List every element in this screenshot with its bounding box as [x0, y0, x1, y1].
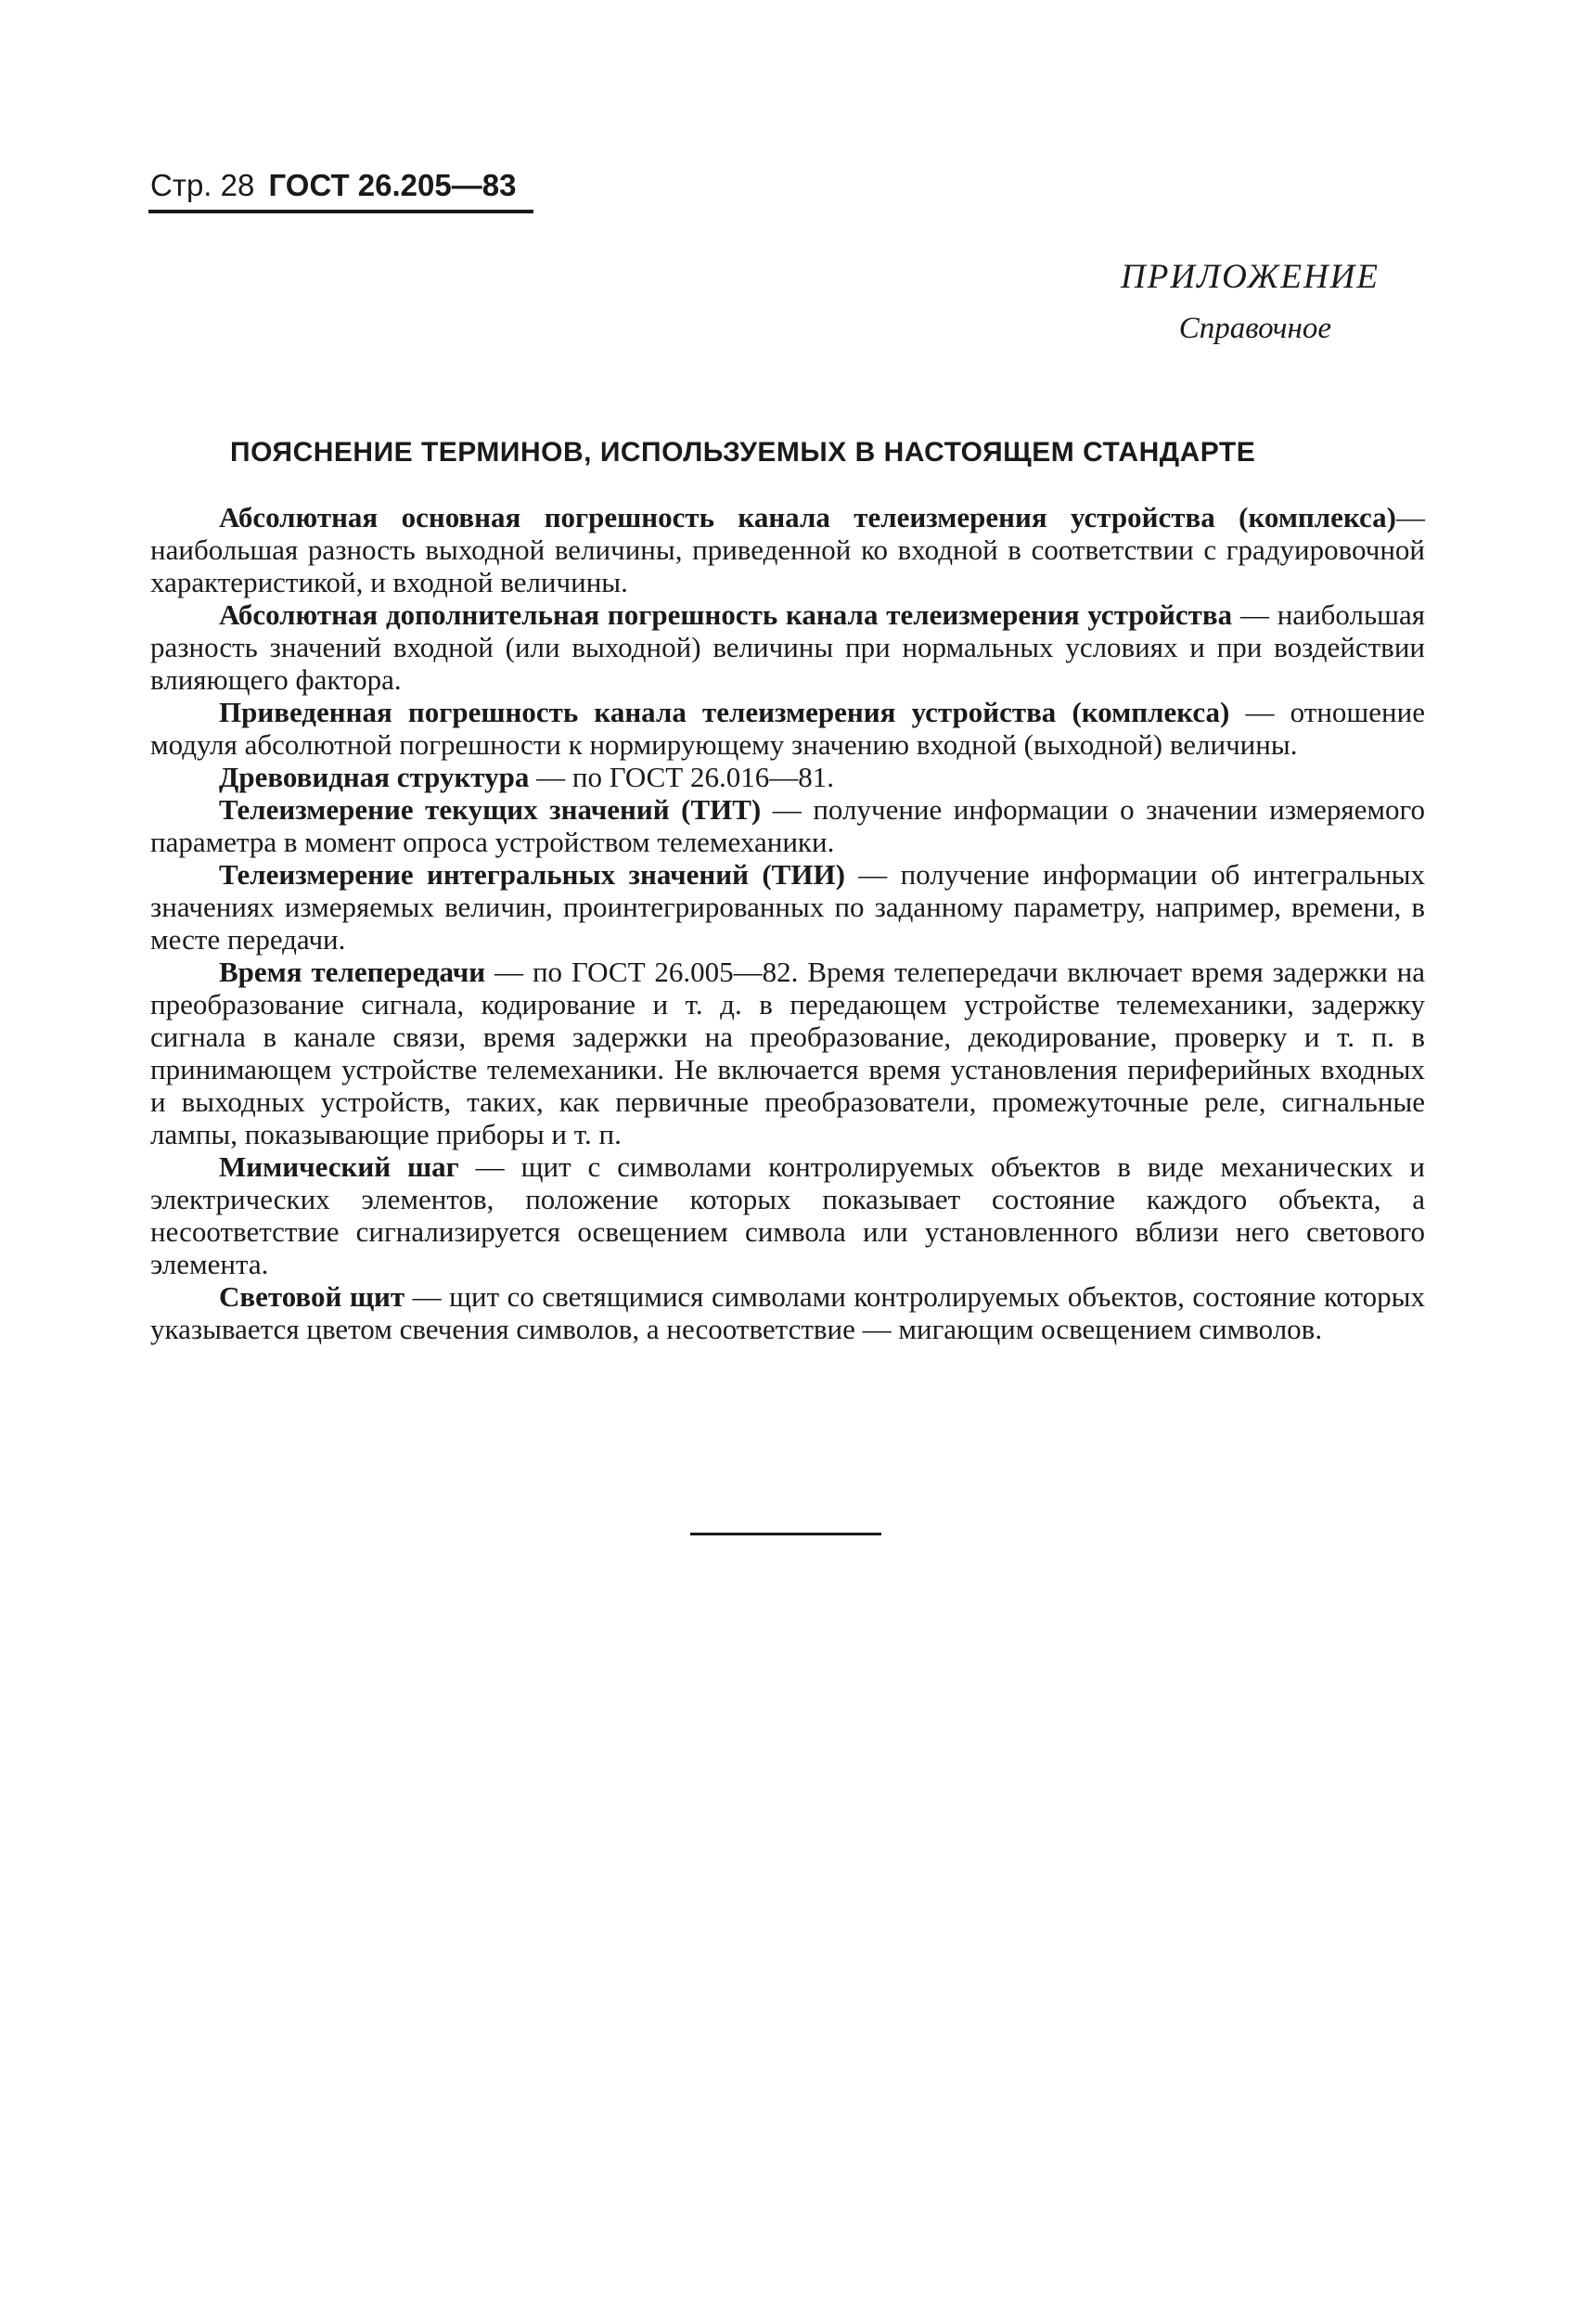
term-definition: — наибольшая разность выходной величины, приведенной ко входной в соответствии с градуировочной характеристикой, и входной величины.: [150, 501, 1425, 598]
end-rule: [690, 1533, 881, 1535]
term-entry: [150, 1280, 1425, 1345]
term-entry: [150, 858, 1425, 956]
term-name: Абсолютная основная погрешность канала телеизмерения устройства (комплекса): [219, 501, 1396, 533]
page-number: Стр. 28: [150, 168, 255, 202]
terms-list: [150, 501, 1425, 1345]
term-name: Абсолютная дополнительная погрешность канала телеизмерения устройства: [219, 598, 1233, 631]
term-definition: — по ГОСТ 26.016—81.: [529, 761, 834, 793]
term-name: Приведенная погрешность канала телеизмерения устройства (комплекса): [219, 696, 1230, 728]
term-entry: [150, 1150, 1425, 1280]
term-entry: [150, 501, 1425, 598]
term-definition: — наибольшая разность значений входной (или выходной) величины при нормальных условиях и при воздействии влияющего фактора.: [150, 598, 1425, 696]
term-entry: [150, 956, 1425, 1150]
appendix-title: ПРИЛОЖЕНИЕ: [1121, 258, 1380, 296]
term-name: Время телепередачи: [219, 956, 486, 988]
term-definition: — щит с символами контролируемых объектов в виде механических и электрических элементов, положение которых показывает состояние каждого объекта, а несоответствие сигнализируется освещением символа или установленного вблизи него светового элемента.: [150, 1150, 1426, 1280]
term-definition: — по ГОСТ 26.005—82. Время телепередачи включает время задержки на преобразование сигнала, кодирование и т. д. в передающем устройстве телемеханики, задержку сигнала в канале связи, время задержки на преобразование, декодирование, проверку и т. п. в принимающем устройстве телемеханики. Не включается время установления периферийных входных и выходных устройств, таких, как первичные преобразователи, промежуточные реле, сигнальные лампы, показывающие приборы и т. п.: [150, 956, 1425, 1150]
term-name: Мимический шаг: [219, 1150, 459, 1183]
page-header: [150, 165, 516, 206]
section-title: ПОЯСНЕНИЕ ТЕРМИНОВ, ИСПОЛЬЗУЕМЫХ В НАСТОЯЩЕМ СТАНДАРТЕ: [230, 437, 1256, 468]
term-definition: — получение информации о значении измеряемого параметра в момент опроса устройством телемеханики.: [150, 793, 1425, 858]
appendix-type: Справочное: [1178, 312, 1331, 345]
term-definition: — отношение модуля абсолютной погрешности к нормирующему значению входной (выходной) величины.: [150, 696, 1425, 761]
term-name: Телеизмерение интегральных значений (ТИИ): [219, 858, 845, 891]
term-definition: — получение информации об интегральных значениях измеряемых величин, проинтегрированных по заданному параметру, например, времени, в месте передачи.: [150, 858, 1425, 956]
term-name: Световой щит: [219, 1280, 405, 1313]
term-name: Телеизмерение текущих значений (ТИТ): [219, 793, 762, 826]
term-name: Древовидная структура: [219, 761, 530, 793]
term-entry: [150, 598, 1425, 696]
term-entry: [150, 761, 1425, 793]
term-entry: [150, 793, 1425, 858]
term-entry: [150, 696, 1425, 761]
standard-number: ГОСТ 26.205—83: [268, 168, 517, 202]
header-rule: [148, 210, 533, 213]
term-definition: — щит со светящимися символами контролируемых объектов, состояние которых указывается цветом свечения символов, а несоответствие — мигающим освещением символов.: [150, 1280, 1425, 1345]
